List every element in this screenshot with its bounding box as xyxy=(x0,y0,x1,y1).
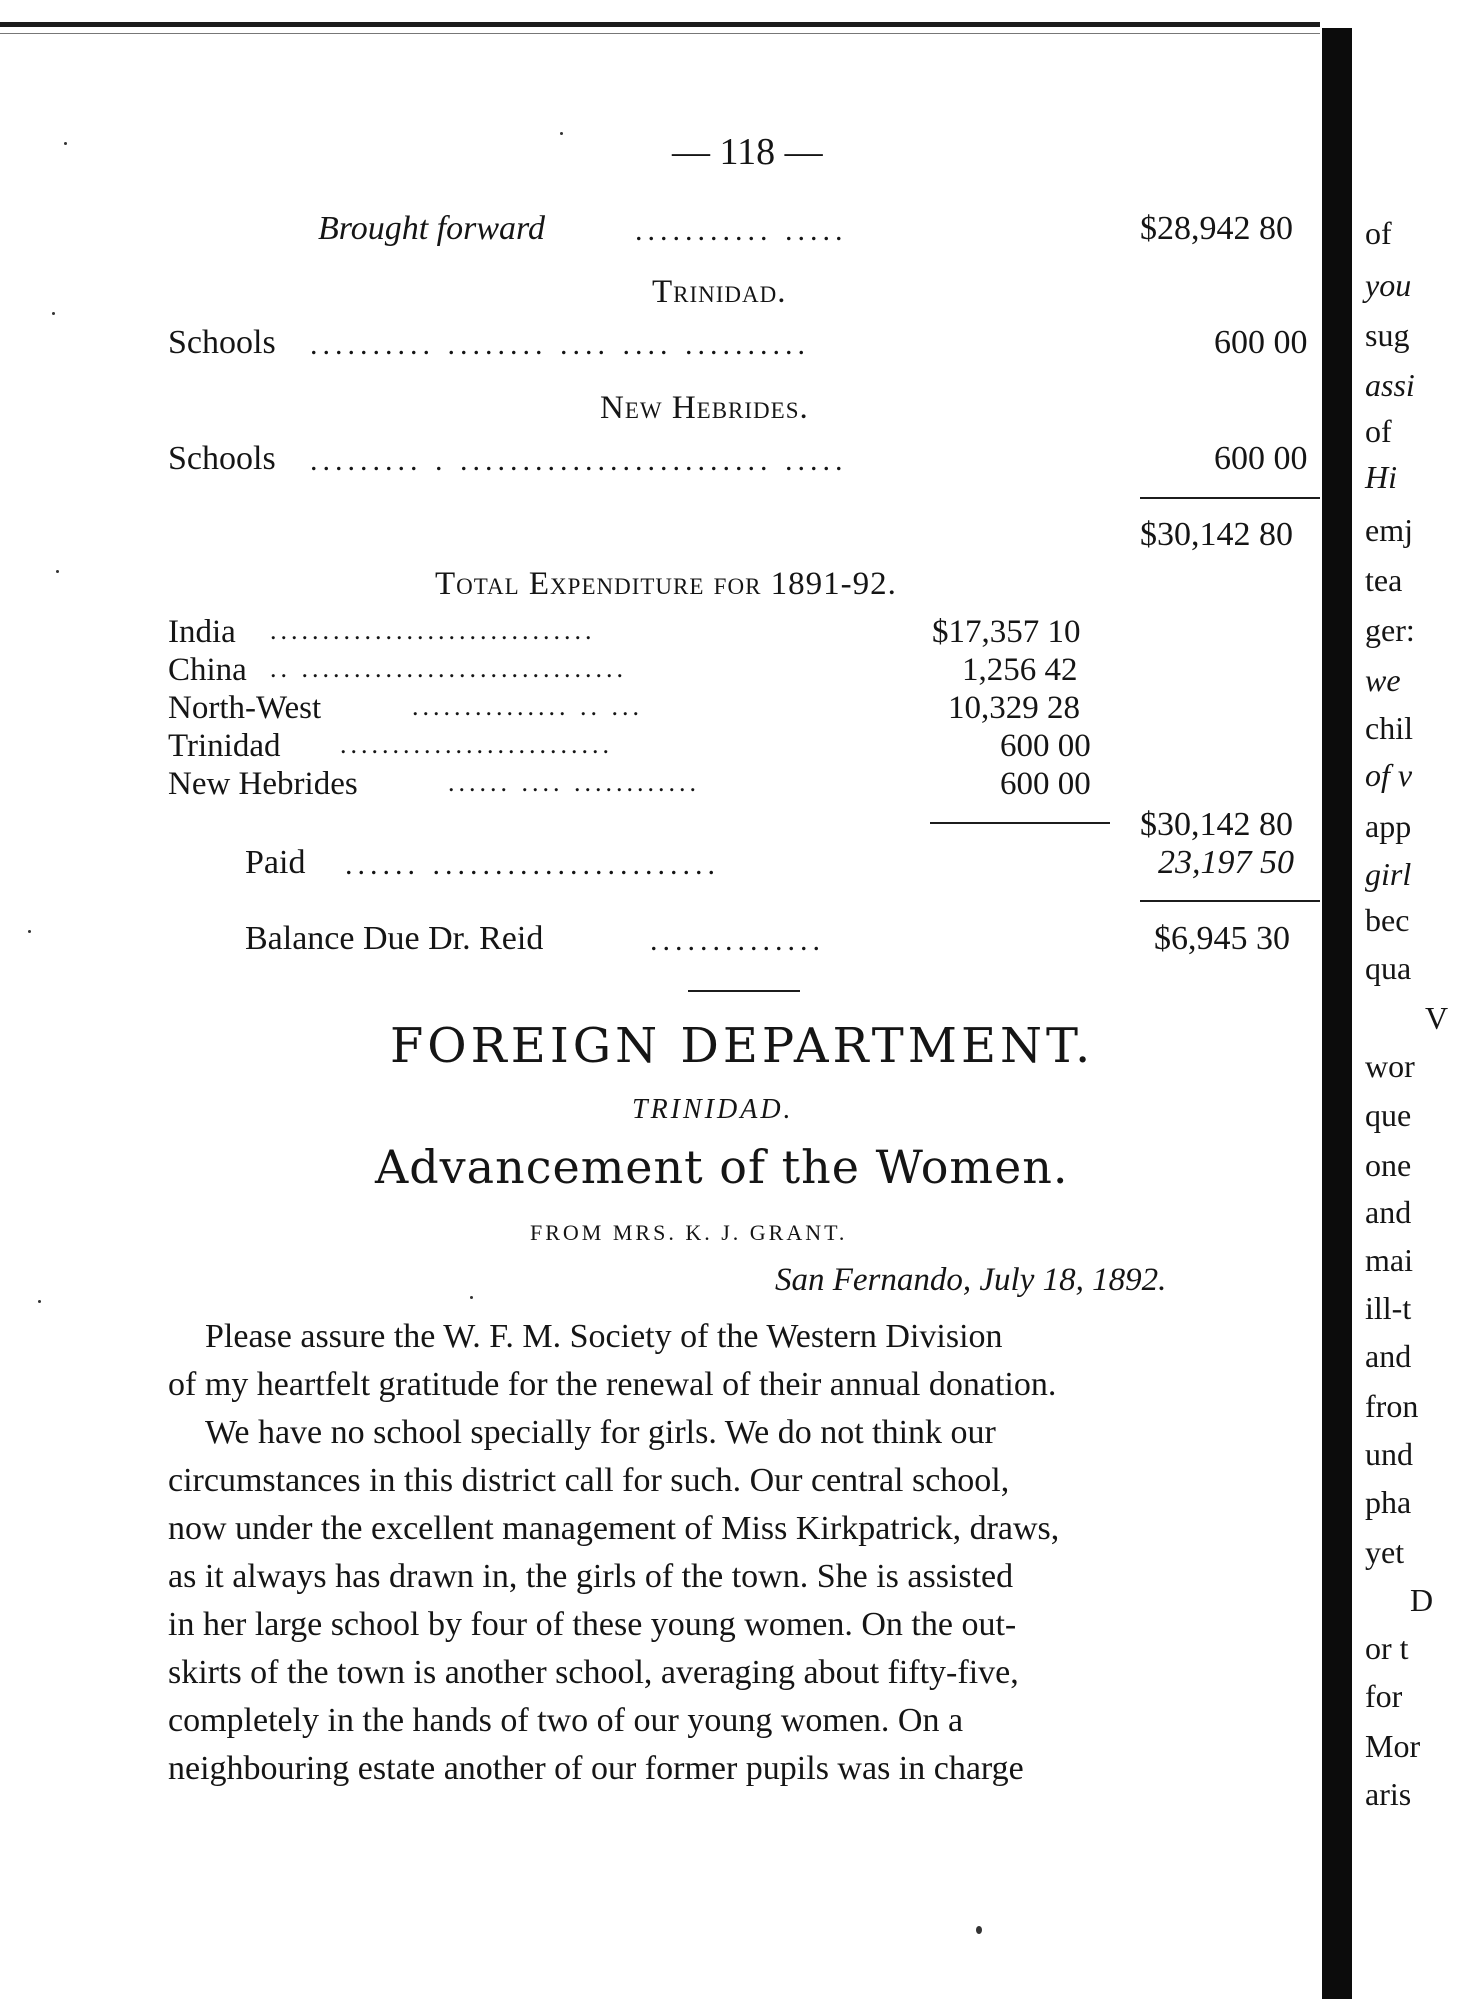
body-line: skirts of the town is another school, averaging about fifty-five, xyxy=(168,1654,1019,1691)
body-line: as it always has drawn in, the girls of the town. She is assisted xyxy=(168,1558,1014,1595)
paid-label: Paid xyxy=(245,844,306,881)
top-rule-thin xyxy=(0,33,1320,34)
margin-fragment: of v xyxy=(1365,757,1413,793)
print-speck xyxy=(56,570,59,573)
leader-dots: .......................... xyxy=(340,730,613,759)
expenditure-label-trinidad: Trinidad xyxy=(168,728,281,764)
margin-fragment: you xyxy=(1365,267,1412,303)
expenditure-amount-north-west: 10,329 28 xyxy=(948,690,1080,726)
body-line: circumstances in this district call for such. Our central school, xyxy=(168,1462,1010,1499)
page-number: — 118 — xyxy=(672,131,823,173)
expenditure-label-china: China xyxy=(168,652,247,688)
article-dateline: San Fernando, July 18, 1892. xyxy=(775,1262,1167,1298)
trinidad-schools-amount: 600 00 xyxy=(1214,324,1308,361)
total-rule xyxy=(930,822,1110,824)
expenditure-amount-china: 1,256 42 xyxy=(962,652,1078,688)
new-hebrides-schools-label: Schools xyxy=(168,440,276,477)
margin-fragment: app xyxy=(1365,808,1412,844)
margin-fragment: V xyxy=(1425,1000,1449,1036)
balance-rule xyxy=(1140,900,1320,902)
new-hebrides-schools-amount: 600 00 xyxy=(1214,440,1308,477)
body-line: neighbouring estate another of our former pupils was in charge xyxy=(168,1750,1024,1787)
print-speck xyxy=(38,1300,41,1303)
expenditure-label-new-hebrides: New Hebrides xyxy=(168,766,358,802)
print-speck xyxy=(470,1296,473,1299)
margin-fragment: D xyxy=(1410,1582,1434,1618)
leader-dots: .............. xyxy=(650,924,825,957)
brought-forward-amount: $28,942 80 xyxy=(1140,210,1293,247)
margin-fragment: one xyxy=(1365,1147,1412,1183)
print-speck xyxy=(976,1926,982,1934)
margin-fragment: of xyxy=(1365,215,1392,251)
margin-fragment: or t xyxy=(1365,1630,1409,1666)
expenditure-amount-trinidad: 600 00 xyxy=(1000,728,1091,764)
body-line: We have no school specially for girls. We do not think our xyxy=(205,1414,996,1451)
trinidad-schools-label: Schools xyxy=(168,324,276,361)
subtotal-rule xyxy=(1140,497,1320,499)
margin-fragment: chil xyxy=(1365,710,1413,746)
margin-fragment: assi xyxy=(1365,367,1415,403)
body-line: of my heartfelt gratitude for the renewal of their annual donation. xyxy=(168,1366,1057,1403)
balance-amount: $6,945 30 xyxy=(1154,920,1290,957)
margin-fragment: pha xyxy=(1365,1484,1412,1520)
body-line: now under the excellent management of Miss Kirkpatrick, draws, xyxy=(168,1510,1060,1547)
expenditure-amount-india: $17,357 10 xyxy=(932,614,1081,650)
leader-dots: ............................... xyxy=(270,616,596,645)
margin-fragment: and xyxy=(1365,1338,1412,1374)
margin-fragment: we xyxy=(1365,662,1401,698)
body-line: in her large school by four of these young women. On the out- xyxy=(168,1606,1017,1643)
print-speck xyxy=(560,132,563,135)
article-byline: FROM MRS. K. J. GRANT. xyxy=(530,1220,848,1245)
section-divider xyxy=(688,990,800,992)
leader-dots: ...... ....................... xyxy=(345,848,720,881)
balance-label: Balance Due Dr. Reid xyxy=(245,920,544,957)
margin-fragment: mai xyxy=(1365,1242,1413,1278)
binding-gutter xyxy=(1322,28,1352,1999)
margin-fragment: sug xyxy=(1365,317,1410,353)
article-title: Advancement of the Women. xyxy=(375,1140,1069,1194)
margin-fragment: bec xyxy=(1365,902,1410,938)
subtotal-amount: $30,142 80 xyxy=(1140,516,1293,553)
leader-dots: ............... .. ... xyxy=(412,692,643,721)
margin-fragment: ger: xyxy=(1365,612,1415,648)
print-speck xyxy=(64,142,67,145)
body-line: completely in the hands of two of our young women. On a xyxy=(168,1702,964,1739)
print-speck xyxy=(28,930,31,933)
margin-fragment: tea xyxy=(1365,562,1403,598)
expenditure-label-india: India xyxy=(168,614,236,650)
body-line: Please assure the W. F. M. Society of the Western Division xyxy=(205,1318,1003,1355)
margin-fragment: ill-t xyxy=(1365,1290,1412,1326)
margin-fragment: and xyxy=(1365,1194,1412,1230)
foreign-department-title: FOREIGN DEPARTMENT. xyxy=(390,1018,1095,1074)
margin-fragment: fron xyxy=(1365,1388,1419,1424)
margin-fragment: girl xyxy=(1365,856,1412,892)
leader-dots: .. ............................... xyxy=(270,654,627,683)
leader-dots: ...... .... ............ xyxy=(448,768,700,797)
margin-fragment: Mor xyxy=(1365,1728,1421,1764)
leader-dots: ........... ..... xyxy=(635,214,848,247)
total-amount: $30,142 80 xyxy=(1140,806,1293,843)
margin-fragment: que xyxy=(1365,1097,1412,1133)
margin-fragment: yet xyxy=(1365,1534,1405,1570)
total-expenditure-heading: Total Expenditure for 1891-92. xyxy=(435,566,897,602)
margin-fragment: of xyxy=(1365,413,1392,449)
margin-fragment: wor xyxy=(1365,1048,1415,1084)
margin-fragment: emj xyxy=(1365,512,1413,548)
brought-forward-label: Brought forward xyxy=(318,210,546,247)
print-speck xyxy=(52,312,55,315)
expenditure-label-north-west: North-West xyxy=(168,690,322,726)
trinidad-subtitle: TRINIDAD. xyxy=(632,1094,794,1125)
expenditure-amount-new-hebrides: 600 00 xyxy=(1000,766,1091,802)
new-hebrides-heading: New Hebrides. xyxy=(600,390,809,426)
margin-fragment: Hi xyxy=(1365,459,1397,495)
margin-fragment: for xyxy=(1365,1678,1403,1714)
leader-dots: ......... . ......................... ..... xyxy=(310,444,848,477)
trinidad-heading: Trinidad. xyxy=(652,274,787,310)
margin-fragment: aris xyxy=(1365,1776,1412,1812)
margin-fragment: und xyxy=(1365,1436,1413,1472)
paid-amount: 23,197 50 xyxy=(1158,844,1294,881)
margin-fragment: qua xyxy=(1365,950,1412,986)
leader-dots: .......... ........ .... .... .......... xyxy=(310,328,810,361)
top-rule xyxy=(0,22,1320,27)
